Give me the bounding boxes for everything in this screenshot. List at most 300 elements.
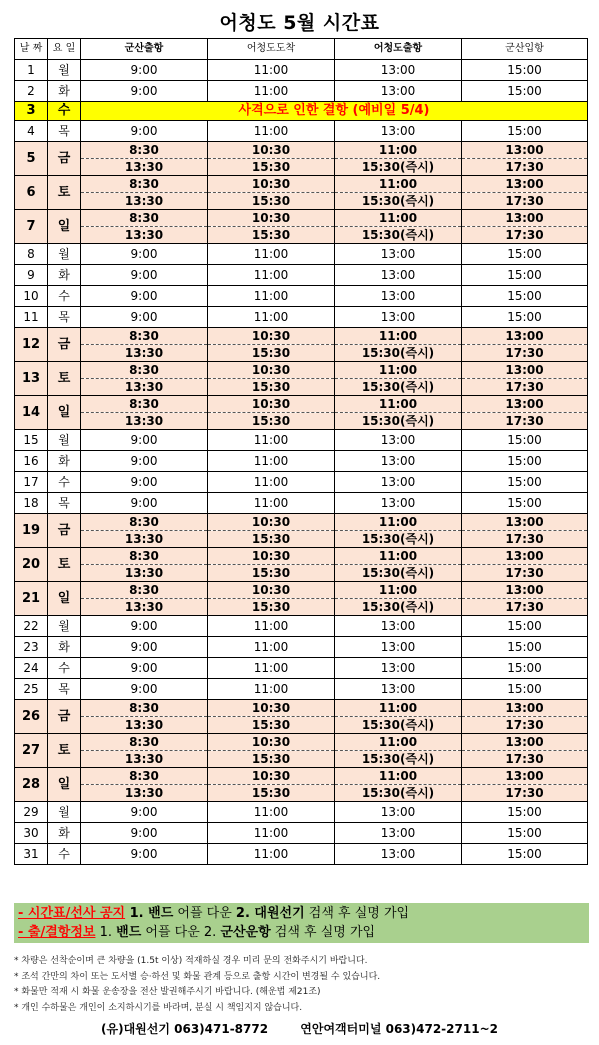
table-row-holiday-second [15,565,588,582]
weekday-cell: 수 [48,286,81,307]
weekday-cell: 일 [48,210,81,244]
notice-line-2 [14,923,589,942]
notice-text: 어플 다운 2. [141,925,221,940]
date-cell: 3 [15,102,48,121]
eocheongdo-depart-cell: 13:00 [335,616,462,637]
table-row [15,616,588,637]
weekday-cell: 화 [48,823,81,844]
eocheongdo-arrive-cell: 11:00 [208,81,335,102]
eocheongdo-depart-cell: 11:00 [335,362,462,379]
gunsan-arrive-cell: 15:00 [462,658,588,679]
date-cell: 18 [15,493,48,514]
table-row-holiday-second [15,413,588,430]
table-row [15,265,588,286]
eocheongdo-arrive-cell: 10:30 [208,142,335,159]
notice-text: 밴드 [116,925,142,940]
table-row-holiday [15,734,588,751]
eocheongdo-depart-cell: 13:00 [335,493,462,514]
gunsan-arrive-cell: 15:00 [462,307,588,328]
eocheongdo-arrive-cell: 11:00 [208,451,335,472]
gunsan-depart-cell: 8:30 [81,142,208,159]
table-row-holiday [15,176,588,193]
note-item: * 화물만 적재 시 화물 운송장을 전산 발권해주시기 바랍니다. (해운법 제21조) [14,987,321,997]
eocheongdo-arrive-cell: 11:00 [208,493,335,514]
notice-text: 검색 후 실명 가입 [270,925,376,940]
eocheongdo-arrive-cell: 10:30 [208,700,335,717]
date-cell: 31 [15,844,48,865]
table-row-closed [15,102,588,121]
table-row [15,286,588,307]
page-title: 어청도 5월 시간표 [219,12,380,34]
date-cell: 29 [15,802,48,823]
date-cell: 25 [15,679,48,700]
eocheongdo-depart-cell: 13:00 [335,823,462,844]
weekday-cell: 화 [48,451,81,472]
gunsan-arrive-cell: 15:00 [462,823,588,844]
gunsan-depart-cell: 9:00 [81,616,208,637]
date-cell: 20 [15,548,48,582]
eocheongdo-depart-cell: 15:30(즉시) [335,193,462,210]
eocheongdo-arrive-cell: 15:30 [208,531,335,548]
header-gunsan-depart: 군산출항 [81,39,208,60]
notice-label: - 출/결항정보 [18,925,96,940]
date-cell: 13 [15,362,48,396]
eocheongdo-depart-cell: 15:30(즉시) [335,159,462,176]
eocheongdo-depart-cell: 11:00 [335,210,462,227]
eocheongdo-arrive-cell: 10:30 [208,210,335,227]
eocheongdo-arrive-cell: 11:00 [208,802,335,823]
date-cell: 15 [15,430,48,451]
header-eocheongdo-arrive: 어청도도착 [208,39,335,60]
table-row [15,802,588,823]
eocheongdo-arrive-cell: 11:00 [208,430,335,451]
eocheongdo-arrive-cell: 11:00 [208,472,335,493]
date-cell: 11 [15,307,48,328]
gunsan-arrive-cell: 15:00 [462,286,588,307]
eocheongdo-arrive-cell: 10:30 [208,582,335,599]
date-cell: 7 [15,210,48,244]
table-row [15,451,588,472]
weekday-cell: 월 [48,802,81,823]
gunsan-depart-cell: 8:30 [81,514,208,531]
eocheongdo-depart-cell: 13:00 [335,472,462,493]
date-cell: 19 [15,514,48,548]
weekday-cell: 월 [48,244,81,265]
weekday-cell: 월 [48,616,81,637]
eocheongdo-depart-cell: 15:30(즉시) [335,345,462,362]
gunsan-depart-cell: 13:30 [81,379,208,396]
table-row [15,679,588,700]
closed-notice-cell: 사격으로 인한 결항 (예비일 5/4) [81,102,588,121]
notice-text: 밴드 [148,906,174,921]
weekday-cell: 수 [48,658,81,679]
table-row-holiday-second [15,345,588,362]
eocheongdo-depart-cell: 15:30(즉시) [335,227,462,244]
eocheongdo-depart-cell: 13:00 [335,60,462,81]
date-cell: 16 [15,451,48,472]
gunsan-arrive-cell: 15:00 [462,802,588,823]
date-cell: 27 [15,734,48,768]
gunsan-arrive-cell: 17:30 [462,599,588,616]
gunsan-arrive-cell: 15:00 [462,637,588,658]
gunsan-depart-cell: 9:00 [81,451,208,472]
eocheongdo-depart-cell: 15:30(즉시) [335,565,462,582]
table-row-holiday-second [15,379,588,396]
weekday-cell: 월 [48,430,81,451]
weekday-cell: 일 [48,582,81,616]
table-row [15,307,588,328]
gunsan-arrive-cell: 13:00 [462,582,588,599]
table-row-holiday [15,142,588,159]
gunsan-depart-cell: 8:30 [81,582,208,599]
gunsan-depart-cell: 13:30 [81,413,208,430]
gunsan-depart-cell: 13:30 [81,227,208,244]
gunsan-depart-cell: 13:30 [81,531,208,548]
table-row [15,637,588,658]
eocheongdo-arrive-cell: 10:30 [208,396,335,413]
header-row [15,39,588,60]
eocheongdo-arrive-cell: 11:00 [208,121,335,142]
header-weekday: 요 일 [48,39,81,60]
header-eocheongdo-depart: 어청도출항 [335,39,462,60]
contact-info [0,1020,599,1037]
eocheongdo-arrive-cell: 10:30 [208,362,335,379]
date-cell: 14 [15,396,48,430]
eocheongdo-arrive-cell: 15:30 [208,565,335,582]
eocheongdo-depart-cell: 15:30(즉시) [335,531,462,548]
gunsan-depart-cell: 9:00 [81,81,208,102]
weekday-cell: 토 [48,548,81,582]
gunsan-arrive-cell: 13:00 [462,142,588,159]
gunsan-arrive-cell: 15:00 [462,60,588,81]
eocheongdo-arrive-cell: 15:30 [208,159,335,176]
gunsan-arrive-cell: 15:00 [462,81,588,102]
gunsan-arrive-cell: 13:00 [462,700,588,717]
contact-terminal: 연안여객터미널 063)472-2711~2 [300,1022,498,1036]
gunsan-arrive-cell: 15:00 [462,121,588,142]
gunsan-depart-cell: 8:30 [81,734,208,751]
eocheongdo-arrive-cell: 11:00 [208,60,335,81]
eocheongdo-arrive-cell: 15:30 [208,599,335,616]
date-cell: 9 [15,265,48,286]
notice-line-1 [14,904,589,923]
eocheongdo-depart-cell: 15:30(즉시) [335,717,462,734]
weekday-cell: 월 [48,60,81,81]
gunsan-depart-cell: 9:00 [81,802,208,823]
gunsan-depart-cell: 8:30 [81,548,208,565]
gunsan-depart-cell: 9:00 [81,493,208,514]
gunsan-arrive-cell: 15:00 [462,472,588,493]
notice-text: 어플 다운 [173,906,236,921]
weekday-cell: 화 [48,637,81,658]
eocheongdo-depart-cell: 11:00 [335,734,462,751]
gunsan-depart-cell: 9:00 [81,679,208,700]
table-row [15,658,588,679]
gunsan-depart-cell: 9:00 [81,658,208,679]
eocheongdo-depart-cell: 13:00 [335,286,462,307]
weekday-cell: 토 [48,176,81,210]
gunsan-depart-cell: 8:30 [81,328,208,345]
table-row-holiday-second [15,227,588,244]
gunsan-arrive-cell: 17:30 [462,751,588,768]
schedule-table [14,38,588,865]
eocheongdo-depart-cell: 15:30(즉시) [335,379,462,396]
gunsan-arrive-cell: 17:30 [462,531,588,548]
gunsan-depart-cell: 9:00 [81,60,208,81]
gunsan-arrive-cell: 17:30 [462,785,588,802]
weekday-cell: 일 [48,768,81,802]
gunsan-arrive-cell: 15:00 [462,679,588,700]
gunsan-arrive-cell: 13:00 [462,514,588,531]
gunsan-depart-cell: 13:30 [81,193,208,210]
notice-label: - 시간표/선사 공지 [18,906,126,921]
gunsan-arrive-cell: 13:00 [462,548,588,565]
eocheongdo-arrive-cell: 10:30 [208,734,335,751]
weekday-cell: 수 [48,844,81,865]
weekday-cell: 금 [48,514,81,548]
eocheongdo-arrive-cell: 15:30 [208,379,335,396]
gunsan-depart-cell: 13:30 [81,751,208,768]
gunsan-arrive-cell: 15:00 [462,616,588,637]
note-item: * 조석 간만의 차이 또는 도서별 승·하선 및 화물 관계 등으로 출항 시간이 변경될 수 있습니다. [14,971,381,982]
table-row [15,244,588,265]
table-row [15,493,588,514]
eocheongdo-arrive-cell: 15:30 [208,227,335,244]
table-row-holiday [15,210,588,227]
gunsan-depart-cell: 13:30 [81,717,208,734]
date-cell: 21 [15,582,48,616]
date-cell: 4 [15,121,48,142]
eocheongdo-depart-cell: 13:00 [335,451,462,472]
eocheongdo-depart-cell: 13:00 [335,307,462,328]
table-row [15,844,588,865]
eocheongdo-depart-cell: 11:00 [335,142,462,159]
gunsan-arrive-cell: 13:00 [462,396,588,413]
table-row-holiday [15,514,588,531]
gunsan-arrive-cell: 13:00 [462,176,588,193]
table-row [15,472,588,493]
weekday-cell: 금 [48,328,81,362]
eocheongdo-depart-cell: 11:00 [335,176,462,193]
table-row [15,121,588,142]
eocheongdo-arrive-cell: 10:30 [208,328,335,345]
gunsan-arrive-cell: 13:00 [462,210,588,227]
notice-text: 1. [125,906,149,921]
weekday-cell: 금 [48,142,81,176]
eocheongdo-depart-cell: 11:00 [335,514,462,531]
gunsan-depart-cell: 9:00 [81,430,208,451]
gunsan-arrive-cell: 13:00 [462,328,588,345]
gunsan-depart-cell: 13:30 [81,785,208,802]
gunsan-arrive-cell: 17:30 [462,159,588,176]
gunsan-depart-cell: 9:00 [81,121,208,142]
date-cell: 10 [15,286,48,307]
eocheongdo-arrive-cell: 15:30 [208,717,335,734]
table-row-holiday-second [15,717,588,734]
gunsan-depart-cell: 13:30 [81,599,208,616]
schedule-body [15,60,588,865]
weekday-cell: 토 [48,362,81,396]
eocheongdo-arrive-cell: 10:30 [208,768,335,785]
eocheongdo-depart-cell: 11:00 [335,548,462,565]
table-row-holiday [15,700,588,717]
eocheongdo-arrive-cell: 15:30 [208,413,335,430]
contact-daewon: (유)대원선기 063)471-8772 [101,1022,269,1036]
eocheongdo-depart-cell: 13:00 [335,121,462,142]
gunsan-arrive-cell: 15:00 [462,844,588,865]
date-cell: 8 [15,244,48,265]
gunsan-arrive-cell: 17:30 [462,345,588,362]
eocheongdo-depart-cell: 11:00 [335,768,462,785]
eocheongdo-arrive-cell: 10:30 [208,176,335,193]
header-gunsan-arrive: 군산입항 [462,39,588,60]
table-row-holiday-second [15,159,588,176]
table-row-holiday [15,328,588,345]
gunsan-depart-cell: 9:00 [81,244,208,265]
gunsan-depart-cell: 8:30 [81,362,208,379]
gunsan-arrive-cell: 13:00 [462,362,588,379]
table-row-holiday [15,768,588,785]
eocheongdo-arrive-cell: 11:00 [208,265,335,286]
table-row-holiday [15,582,588,599]
gunsan-depart-cell: 9:00 [81,844,208,865]
eocheongdo-arrive-cell: 11:00 [208,244,335,265]
eocheongdo-depart-cell: 13:00 [335,802,462,823]
eocheongdo-depart-cell: 11:00 [335,328,462,345]
weekday-cell: 목 [48,307,81,328]
weekday-cell: 목 [48,679,81,700]
eocheongdo-depart-cell: 15:30(즉시) [335,413,462,430]
date-cell: 26 [15,700,48,734]
weekday-cell: 화 [48,81,81,102]
gunsan-depart-cell: 8:30 [81,700,208,717]
eocheongdo-depart-cell: 13:00 [335,265,462,286]
eocheongdo-depart-cell: 11:00 [335,700,462,717]
eocheongdo-depart-cell: 13:00 [335,637,462,658]
table-row [15,430,588,451]
weekday-cell: 수 [48,472,81,493]
eocheongdo-depart-cell: 15:30(즉시) [335,785,462,802]
gunsan-arrive-cell: 13:00 [462,734,588,751]
gunsan-depart-cell: 9:00 [81,265,208,286]
gunsan-depart-cell: 8:30 [81,210,208,227]
eocheongdo-depart-cell: 11:00 [335,582,462,599]
note-item: * 개인 수하물은 개인이 소지하시기를 바라며, 분실 시 책임지지 않습니다. [14,1002,303,1013]
eocheongdo-arrive-cell: 15:30 [208,785,335,802]
notice-text: 검색 후 실명 가입 [304,906,410,921]
weekday-cell: 수 [48,102,81,121]
notice-text: 2. 대원선기 [235,906,305,921]
gunsan-arrive-cell: 15:00 [462,493,588,514]
gunsan-depart-cell: 9:00 [81,637,208,658]
notice-text: 군산운항 [220,925,271,940]
eocheongdo-arrive-cell: 11:00 [208,286,335,307]
table-row [15,60,588,81]
notes [14,954,594,1016]
gunsan-arrive-cell: 15:00 [462,265,588,286]
date-cell: 2 [15,81,48,102]
notice-box [14,903,589,943]
eocheongdo-arrive-cell: 11:00 [208,616,335,637]
eocheongdo-depart-cell: 13:00 [335,81,462,102]
gunsan-depart-cell: 9:00 [81,823,208,844]
eocheongdo-arrive-cell: 10:30 [208,548,335,565]
header-date: 날 짜 [15,39,48,60]
gunsan-depart-cell: 8:30 [81,768,208,785]
gunsan-arrive-cell: 17:30 [462,379,588,396]
eocheongdo-depart-cell: 13:00 [335,658,462,679]
gunsan-depart-cell: 8:30 [81,396,208,413]
table-row-holiday-second [15,785,588,802]
date-cell: 28 [15,768,48,802]
weekday-cell: 화 [48,265,81,286]
date-cell: 1 [15,60,48,81]
gunsan-depart-cell: 9:00 [81,472,208,493]
eocheongdo-arrive-cell: 11:00 [208,637,335,658]
eocheongdo-arrive-cell: 11:00 [208,844,335,865]
eocheongdo-arrive-cell: 15:30 [208,751,335,768]
date-cell: 5 [15,142,48,176]
weekday-cell: 목 [48,493,81,514]
gunsan-arrive-cell: 15:00 [462,430,588,451]
eocheongdo-depart-cell: 13:00 [335,430,462,451]
date-cell: 24 [15,658,48,679]
eocheongdo-arrive-cell: 11:00 [208,658,335,679]
weekday-cell: 일 [48,396,81,430]
table-row-holiday-second [15,193,588,210]
gunsan-depart-cell: 9:00 [81,286,208,307]
eocheongdo-arrive-cell: 15:30 [208,345,335,362]
gunsan-depart-cell: 13:30 [81,345,208,362]
gunsan-arrive-cell: 17:30 [462,413,588,430]
eocheongdo-arrive-cell: 11:00 [208,823,335,844]
eocheongdo-arrive-cell: 11:00 [208,307,335,328]
gunsan-arrive-cell: 15:00 [462,244,588,265]
weekday-cell: 토 [48,734,81,768]
date-cell: 30 [15,823,48,844]
eocheongdo-depart-cell: 11:00 [335,396,462,413]
table-row [15,823,588,844]
eocheongdo-depart-cell: 15:30(즉시) [335,599,462,616]
date-cell: 22 [15,616,48,637]
weekday-cell: 금 [48,700,81,734]
eocheongdo-depart-cell: 13:00 [335,244,462,265]
date-cell: 17 [15,472,48,493]
table-row-holiday [15,396,588,413]
table-row-holiday-second [15,751,588,768]
table-row [15,81,588,102]
eocheongdo-depart-cell: 13:00 [335,679,462,700]
gunsan-depart-cell: 13:30 [81,565,208,582]
table-row-holiday [15,548,588,565]
notice-text: 1. [95,925,117,940]
note-item: * 차량은 선착순이며 큰 차량을 (1.5t 이상) 적재하실 경우 미리 문의 전화주시기 바랍니다. [14,956,368,966]
gunsan-depart-cell: 13:30 [81,159,208,176]
gunsan-depart-cell: 9:00 [81,307,208,328]
table-row-holiday [15,362,588,379]
gunsan-arrive-cell: 13:00 [462,768,588,785]
gunsan-arrive-cell: 17:30 [462,227,588,244]
eocheongdo-depart-cell: 15:30(즉시) [335,751,462,768]
eocheongdo-depart-cell: 13:00 [335,844,462,865]
date-cell: 6 [15,176,48,210]
eocheongdo-arrive-cell: 10:30 [208,514,335,531]
gunsan-arrive-cell: 17:30 [462,717,588,734]
table-row-holiday-second [15,599,588,616]
table-row-holiday-second [15,531,588,548]
gunsan-depart-cell: 8:30 [81,176,208,193]
gunsan-arrive-cell: 17:30 [462,193,588,210]
